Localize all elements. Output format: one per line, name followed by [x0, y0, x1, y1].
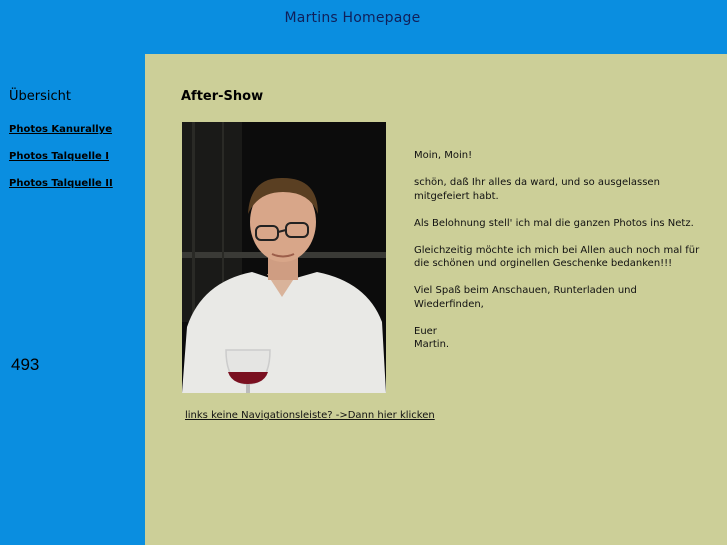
page-title: After-Show [181, 89, 264, 104]
site-title: Martins Homepage [284, 10, 421, 26]
nav-link-photos-kanurallye[interactable]: Photos Kanurallye [9, 124, 112, 135]
welcome-message [414, 149, 704, 365]
sidebar-heading: Übersicht [9, 89, 71, 104]
nav-link-photos-talquelle-2[interactable]: Photos Talquelle II [9, 178, 113, 189]
message-paragraph: Als Belohnung stell' ich mal die ganzen Photos ins Netz. [414, 217, 694, 229]
main-content [145, 54, 727, 545]
portrait-photo [182, 122, 386, 393]
navigation-fallback-link[interactable]: links keine Navigationsleiste? ->Dann hier klicken [185, 410, 435, 421]
message-paragraph: schön, daß Ihr alles da ward, und so ausgelassen mitgefeiert habt. [414, 177, 660, 202]
message-paragraph: Moin, Moin! [414, 150, 473, 161]
visitor-counter: 493 [11, 355, 40, 374]
nav-link-photos-talquelle-1[interactable]: Photos Talquelle I [9, 151, 110, 162]
message-signature: Euer Martin. [414, 325, 450, 350]
sidebar [0, 54, 145, 545]
message-paragraph: Viel Spaß beim Anschauen, Runterladen und Wiederfinden, [414, 285, 637, 310]
message-paragraph: Gleichzeitig möchte ich mich bei Allen auch noch mal für die schönen und orginellen Geschenke bedanken!!! [414, 244, 700, 269]
